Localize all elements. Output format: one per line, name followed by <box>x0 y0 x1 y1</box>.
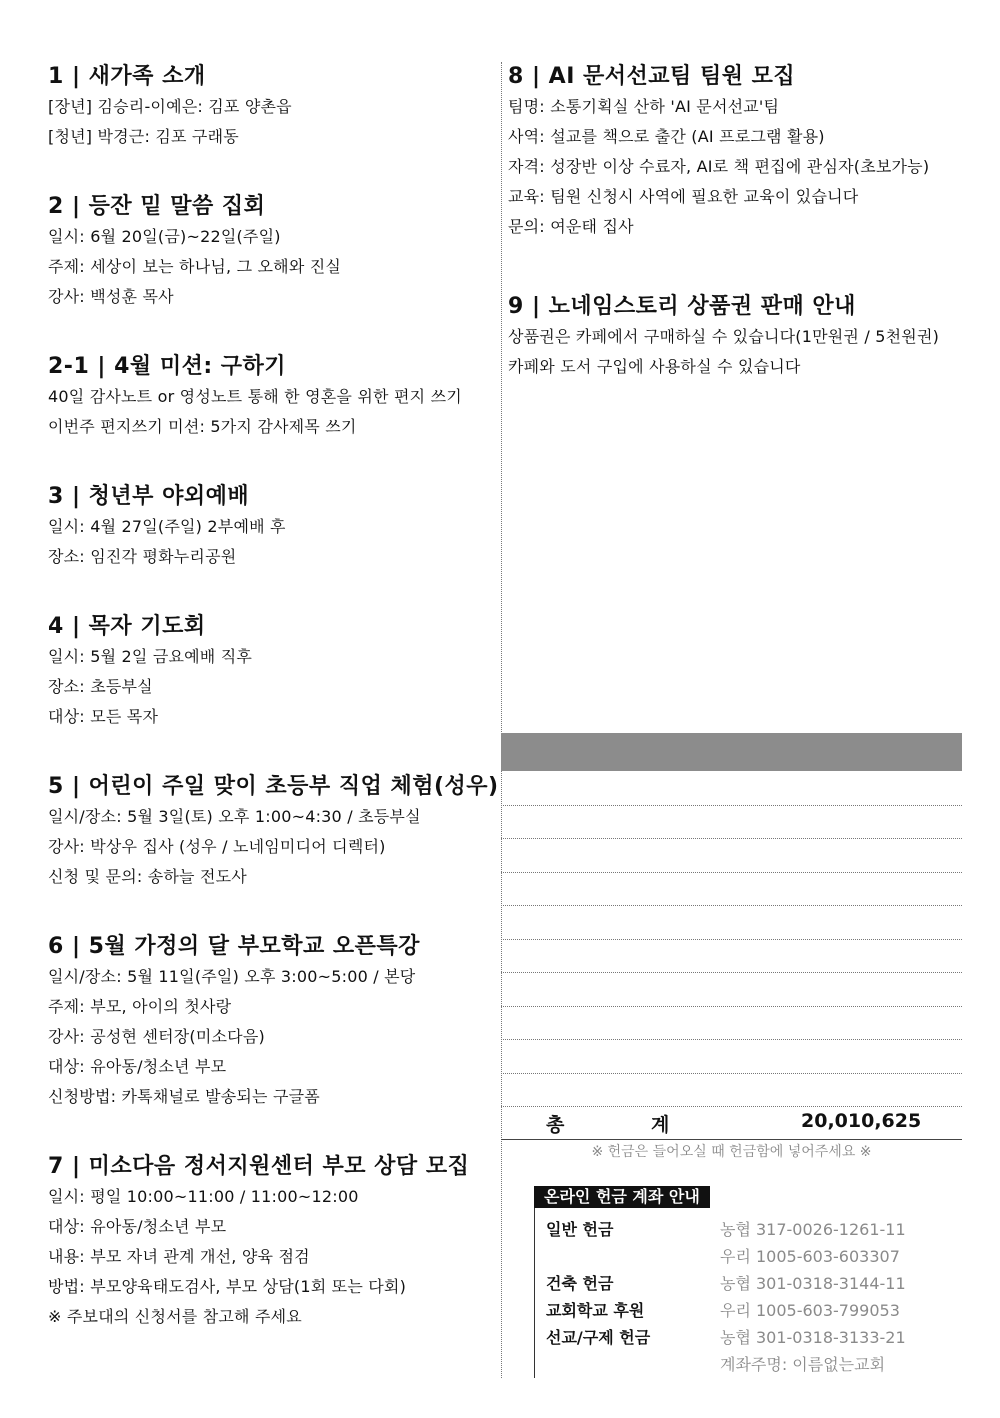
section-line: 내용: 부모 자녀 관계 개선, 양육 점검 <box>48 1247 310 1266</box>
offering-total-row <box>501 1106 962 1140</box>
section-title: 2 | 등잔 밑 말씀 집회 <box>48 194 266 219</box>
accounts-title: 온라인 헌금 계좌 안내 <box>534 1186 710 1208</box>
section-line: 장소: 초등부실 <box>48 677 153 696</box>
section-parent-school <box>48 932 498 1112</box>
section-line: 상품권은 카페에서 구매하실 수 있습니다(1만원권 / 5천원권) <box>508 327 940 346</box>
section-line: 강사: 박상우 집사 (성우 / 노네임미디어 디렉터) <box>48 837 386 856</box>
section-title: 8 | AI 문서선교팀 팀원 모집 <box>508 64 796 89</box>
section-line: 카페와 도서 구입에 사용하실 수 있습니다 <box>508 357 801 376</box>
section-line: ※ 주보대의 신청서를 참고해 주세요 <box>48 1307 302 1326</box>
account-label: 일반 헌금 <box>546 1220 614 1239</box>
section-line: 대상: 유아동/청소년 부모 <box>48 1217 227 1236</box>
section-line: 일시: 6월 20일(금)~22일(주일) <box>48 227 281 246</box>
section-revival-meeting <box>48 192 498 312</box>
section-line: 일시/장소: 5월 3일(토) 오후 1:00~4:30 / 초등부실 <box>48 807 421 826</box>
section-line: 팀명: 소통기획실 산하 'AI 문서선교'팀 <box>508 97 780 116</box>
section-line: 주제: 세상이 보는 하나님, 그 오해와 진실 <box>48 257 342 276</box>
offering-table-row <box>501 972 962 973</box>
section-parent-counseling <box>48 1152 498 1332</box>
total-value: 20,010,625 <box>801 1110 922 1132</box>
section-new-family <box>48 62 498 152</box>
offering-table-row <box>501 805 962 806</box>
section-line: 장소: 임진각 평화누리공원 <box>48 547 237 566</box>
section-title: 7 | 미소다음 정서지원센터 부모 상담 모집 <box>48 1154 470 1179</box>
section-line: 일시: 평일 10:00~11:00 / 11:00~12:00 <box>48 1187 359 1206</box>
section-line: 40일 감사노트 or 영성노트 통해 한 영혼을 위한 편지 쓰기 <box>48 387 462 406</box>
section-ai-team <box>508 62 963 242</box>
offering-table-row <box>501 905 962 906</box>
account-number: 우리 1005-603-603307 <box>720 1247 900 1266</box>
section-line: 문의: 여운태 집사 <box>508 217 634 236</box>
section-line: 강사: 공성현 센터장(미소다음) <box>48 1027 265 1046</box>
account-number: 우리 1005-603-799053 <box>720 1301 900 1320</box>
section-title: 6 | 5월 가정의 달 부모학교 오픈특강 <box>48 934 420 959</box>
account-label: 선교/구제 헌금 <box>546 1328 651 1347</box>
section-line: 자격: 성장반 이상 수료자, AI로 책 편집에 관심자(초보가능) <box>508 157 930 176</box>
offering-note: ※ 헌금은 들어오실 때 헌금함에 넣어주세요 ※ <box>591 1144 872 1160</box>
offering-table-row <box>501 939 962 940</box>
section-title: 4 | 목자 기도회 <box>48 614 206 639</box>
total-label: 총 <box>546 1114 565 1136</box>
offering-table-row <box>501 1006 962 1007</box>
account-label: 교회학교 후원 <box>546 1301 645 1320</box>
account-number: 농협 317-0026-1261-11 <box>720 1220 906 1239</box>
account-number: 농협 301-0318-3144-11 <box>720 1274 906 1293</box>
offering-table-row <box>501 838 962 839</box>
section-line: 강사: 백성훈 목사 <box>48 287 174 306</box>
section-line: 신청 및 문의: 송하늘 전도사 <box>48 867 247 886</box>
total-label: 계 <box>651 1114 670 1136</box>
section-line: 방법: 부모양육태도검사, 부모 상담(1회 또는 다회) <box>48 1277 407 1296</box>
section-line: 일시: 4월 27일(주일) 2부예배 후 <box>48 517 286 536</box>
offering-table-header <box>501 733 962 771</box>
section-line: 대상: 유아동/청소년 부모 <box>48 1057 227 1076</box>
section-career-experience <box>48 772 498 892</box>
section-youth-outdoor-worship <box>48 482 498 572</box>
section-line: 일시: 5월 2일 금요예배 직후 <box>48 647 253 666</box>
section-line: 교육: 팀원 신청시 사역에 필요한 교육이 있습니다 <box>508 187 859 206</box>
offering-table-row <box>501 872 962 873</box>
section-line: [장년] 김승리-이예은: 김포 양촌읍 <box>48 97 292 116</box>
section-gift-card <box>508 292 963 382</box>
section-line: 주제: 부모, 아이의 첫사랑 <box>48 997 232 1016</box>
column-divider <box>501 62 502 1378</box>
section-line: 신청방법: 카톡채널로 발송되는 구글폼 <box>48 1087 320 1106</box>
offering-table-row <box>501 1039 962 1040</box>
section-title: 3 | 청년부 야외예배 <box>48 484 250 509</box>
section-title: 5 | 어린이 주일 맞이 초등부 직업 체험(성우) <box>48 774 499 799</box>
section-line: 대상: 모든 목자 <box>48 707 159 726</box>
section-line: 사역: 설교를 책으로 출간 (AI 프로그램 활용) <box>508 127 825 146</box>
account-label: 건축 헌금 <box>546 1274 614 1293</box>
section-line: 일시/장소: 5월 11일(주일) 오후 3:00~5:00 / 본당 <box>48 967 416 986</box>
section-title: 1 | 새가족 소개 <box>48 64 206 89</box>
section-title: 2-1 | 4월 미션: 구하기 <box>48 354 287 379</box>
section-title: 9 | 노네임스토리 상품권 판매 안내 <box>508 294 856 319</box>
section-line: [청년] 박경근: 김포 구래동 <box>48 127 239 146</box>
section-line: 이번주 편지쓰기 미션: 5가지 감사제목 쓰기 <box>48 417 357 436</box>
section-april-mission <box>48 352 498 442</box>
section-shepherd-prayer <box>48 612 498 732</box>
account-number: 농협 301-0318-3133-21 <box>720 1328 906 1347</box>
account-holder: 계좌주명: 이름없는교회 <box>720 1355 886 1374</box>
offering-table-row <box>501 1073 962 1074</box>
